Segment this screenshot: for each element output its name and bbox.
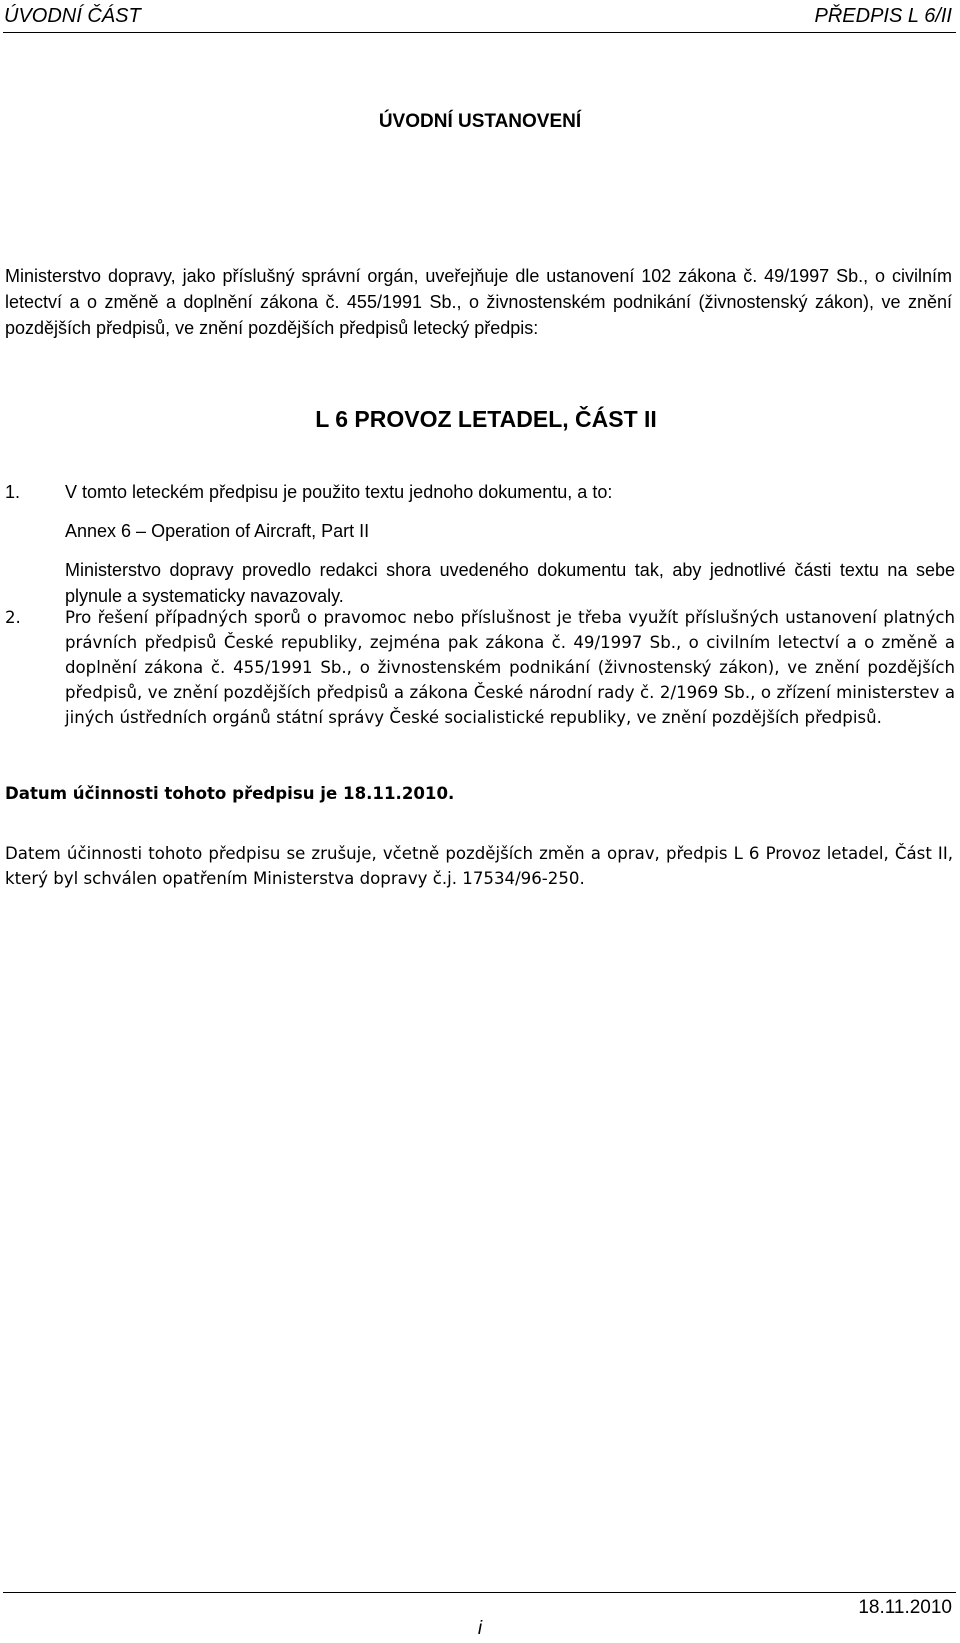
- footer-date: 18.11.2010: [858, 1597, 952, 1618]
- item-number: 2.: [5, 608, 21, 627]
- item-2-text: Pro řešení případných sporů o pravomoc nebo příslušnost je třeba využít příslušných ustanovení platných právních předpisů České republiky, zejména pak zákona č. 49/1997 Sb., o civilním letectví a o změně a doplnění zákona č. 455/1991 Sb., o živnostenském podnikání (živnostenský zákon), ve znění pozdějších předpisů, ve znění pozdějších předpisů a zákona České národní rady č. 2/1969 Sb., o zřízení ministerstev a jiných ústředních orgánů státní správy České socialistické republiky, ve znění pozdějších předpisů.: [65, 608, 955, 727]
- numbered-item-1: [5, 479, 955, 609]
- footer-divider: [3, 1592, 956, 1593]
- item-1-editorial-note: Ministerstvo dopravy provedlo redakci shora uvedeného dokumentu tak, aby jednotlivé části textu na sebe plynule a systematicky navazovaly.: [65, 560, 955, 606]
- footer-page-number: i: [477, 1618, 483, 1639]
- item-number: 1.: [5, 482, 21, 502]
- header-section-title: ÚVODNÍ ČÁST: [4, 5, 141, 27]
- page-title: ÚVODNÍ USTANOVENÍ: [378, 111, 582, 132]
- header-regulation-id: PŘEDPIS L 6/II: [814, 5, 952, 27]
- intro-paragraph: [5, 263, 952, 341]
- cancellation-paragraph: Datem účinnosti tohoto předpisu se zrušuje, včetně pozdějších změn a oprav, předpis L 6 Provoz letadel, Část II, který byl schválen opatřením Ministerstva dopravy č.j. 17534/96-250.: [5, 844, 953, 888]
- item-1-source-document: Annex 6 – Operation of Aircraft, Part II: [65, 521, 370, 541]
- intro-text: Ministerstvo dopravy, jako příslušný správní orgán, uveřejňuje dle ustanovení 102 zákona č. 49/1997 Sb., o civilním letectví a o změně a doplnění zákona č. 455/1991 Sb., o živnostenském podnikání (živnostenský zákon), ve znění pozdějších předpisů, ve znění pozdějších předpisů letecký předpis:: [5, 266, 952, 338]
- item-1-line-1: V tomto leteckém předpisu je použito textu jednoho dokumentu, a to:: [65, 482, 613, 502]
- numbered-item-2: [5, 605, 955, 730]
- effective-date-statement: Datum účinnosti tohoto předpisu je 18.11.2010.: [5, 784, 455, 803]
- item-body: [65, 479, 955, 609]
- header-divider: [3, 32, 956, 33]
- regulation-heading: L 6 PROVOZ LETADEL, ČÁST II: [315, 406, 657, 432]
